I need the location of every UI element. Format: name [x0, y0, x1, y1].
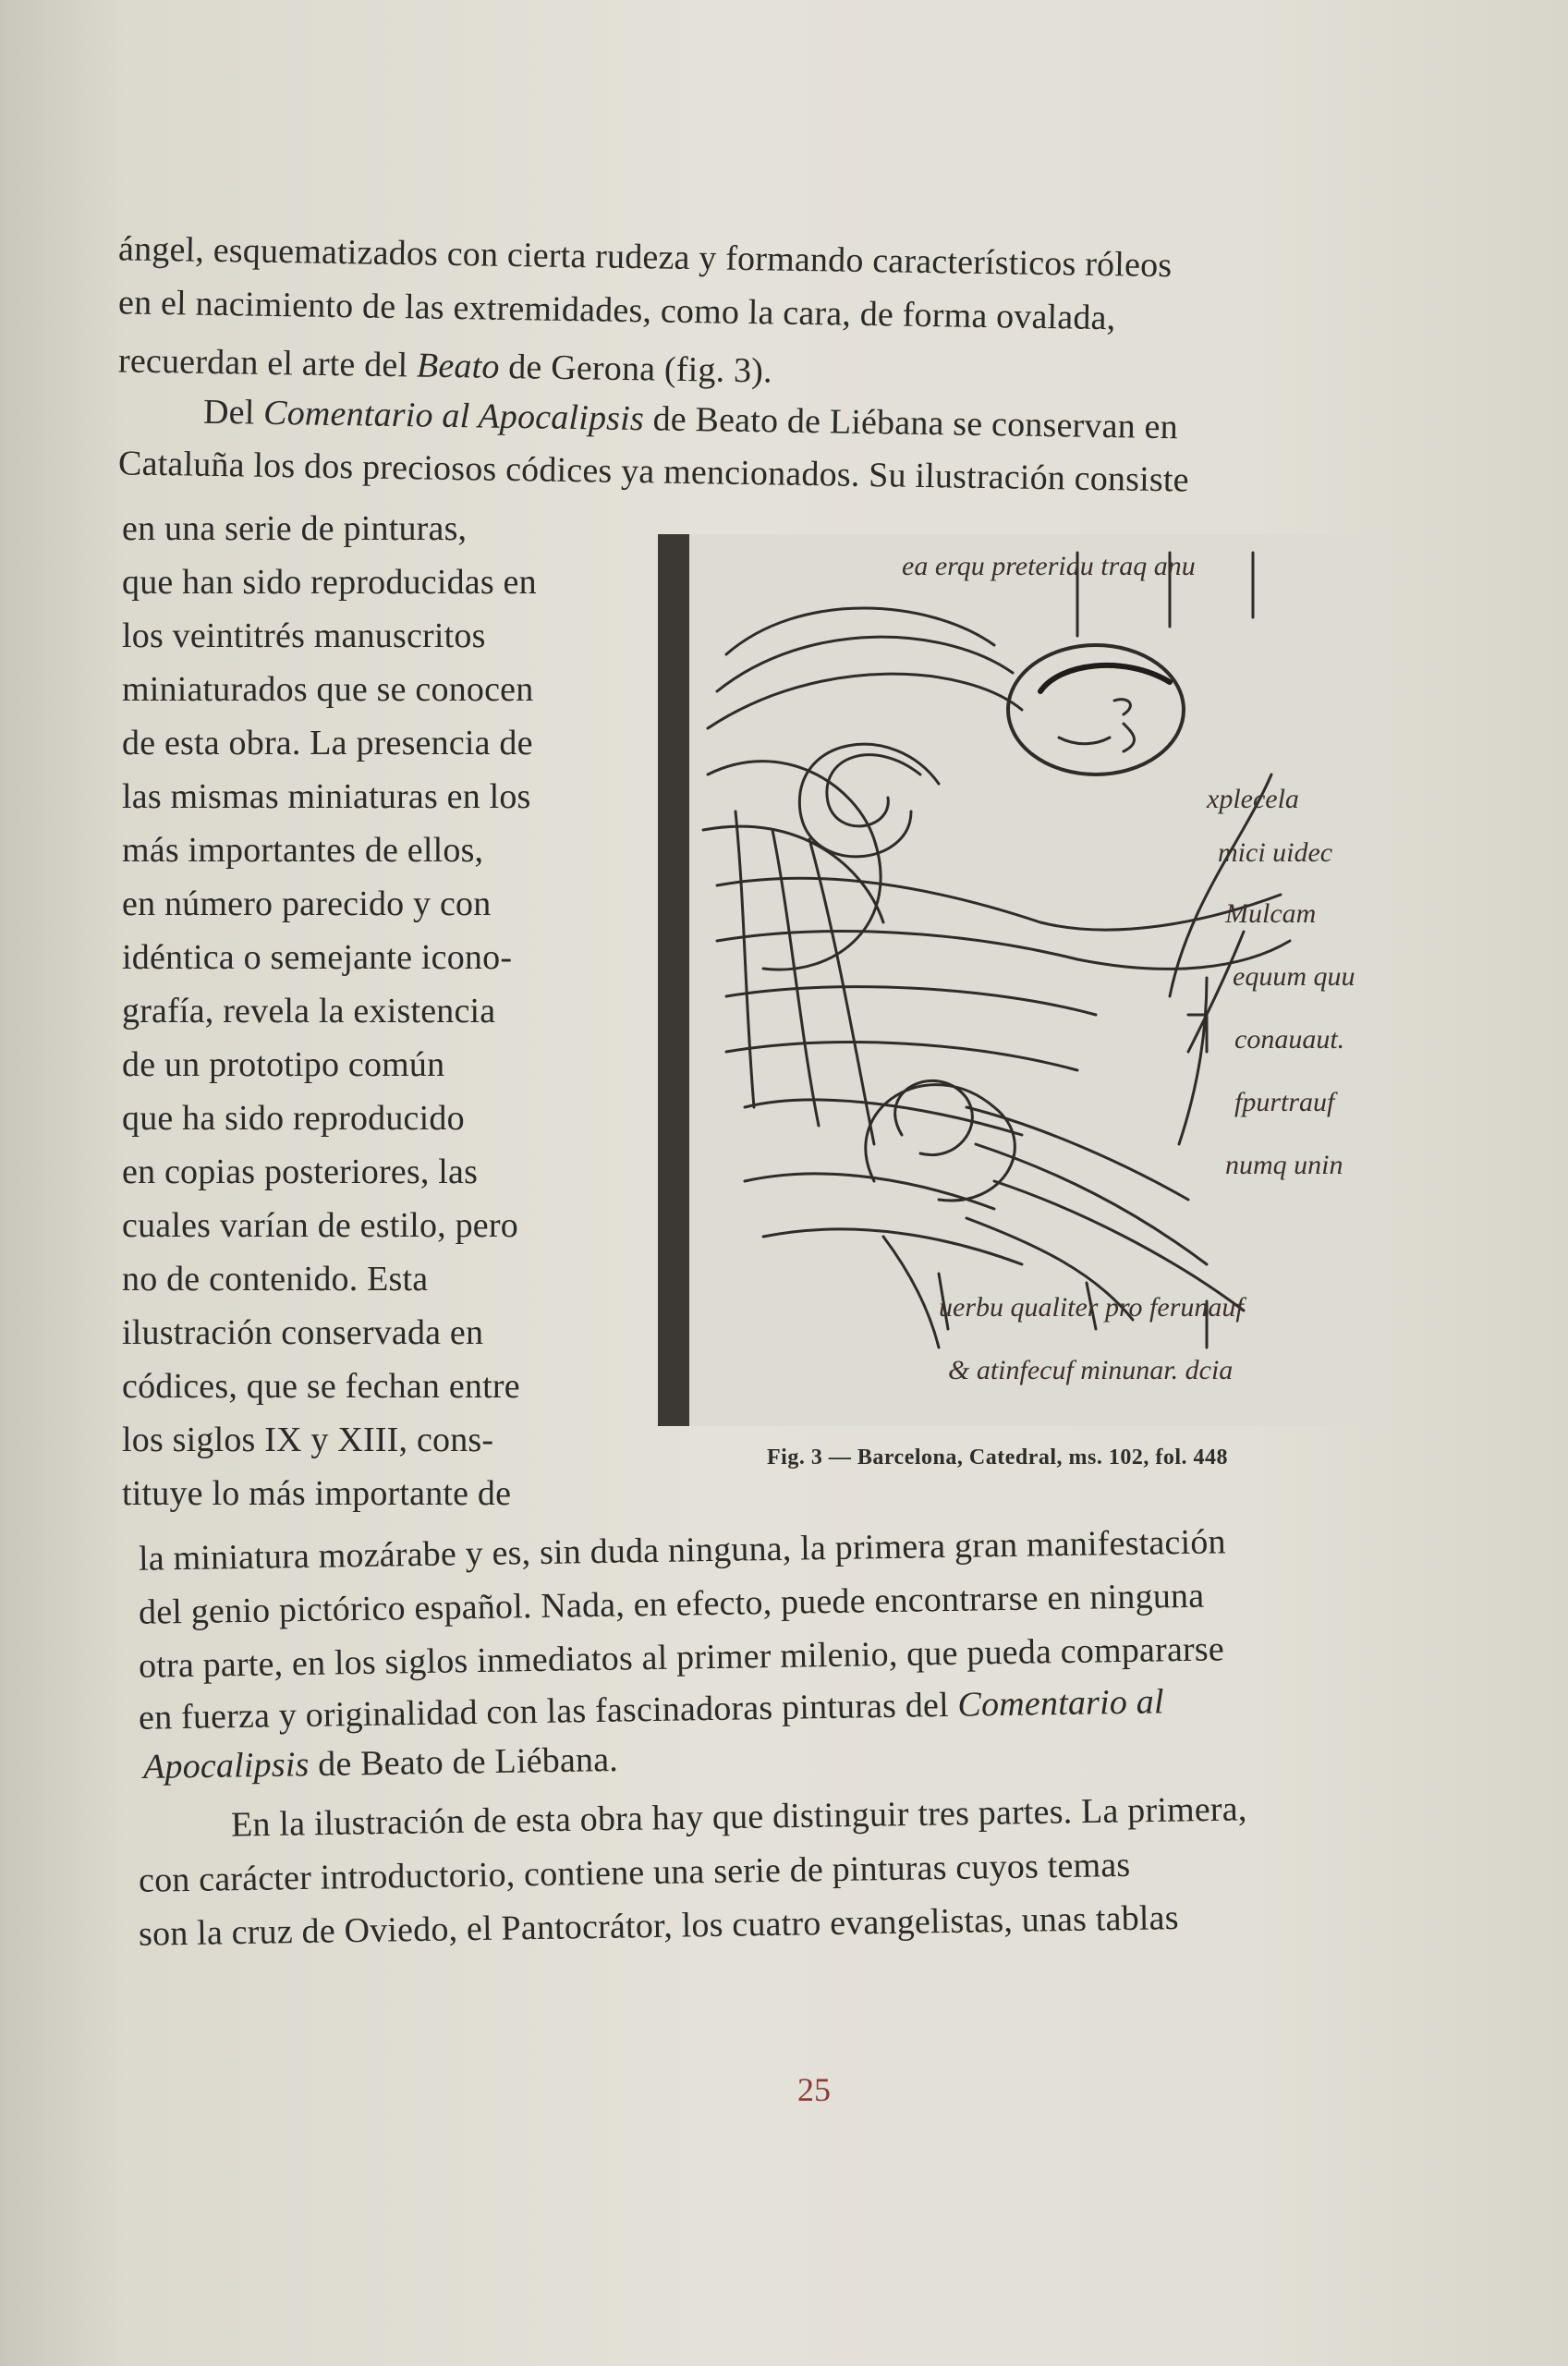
text-run: de Beato de Liébana se conservan en	[643, 399, 1179, 447]
text-line: la miniatura mozárabe y es, sin duda ninguna, la primera gran manifestación	[138, 1522, 1227, 1579]
text-line	[139, 1681, 1164, 1738]
manuscript-text: equum quu	[1233, 961, 1355, 992]
text-line: más importantes de ellos,	[122, 831, 484, 870]
text-line: grafía, revela la existencia	[122, 992, 496, 1031]
text-line: con carácter introductorio, contiene una serie de pinturas cuyos temas	[138, 1845, 1131, 1900]
text-line: de un prototipo común	[122, 1045, 445, 1084]
manuscript-illustration	[658, 534, 1393, 1426]
text-run: de Gerona (fig. 3).	[499, 347, 773, 391]
text-run: de Beato de Liébana.	[309, 1739, 619, 1785]
manuscript-text: conauaut.	[1234, 1024, 1345, 1055]
text-line	[118, 340, 772, 391]
text-line: otra parte, en los siglos inmediatos al primer milenio, que pueda compararse	[138, 1629, 1225, 1686]
manuscript-text: xplecela	[1207, 784, 1299, 814]
italic-run: Comentario al	[957, 1682, 1165, 1725]
text-run: en fuerza y originalidad con las fascinadoras pinturas del	[138, 1685, 958, 1738]
text-line: en copias posteriores, las	[122, 1153, 479, 1191]
text-line	[203, 392, 1178, 448]
text-line: en una serie de pinturas,	[122, 509, 468, 548]
text-line: los siglos IX y XIII, cons-	[122, 1421, 494, 1459]
manuscript-text: & atinfecuf minunar. dcia	[948, 1355, 1234, 1385]
text-line: cuales varían de estilo, pero	[122, 1206, 518, 1245]
italic-run: Comentario al Apocalipsis	[262, 393, 645, 439]
text-line: códices, que se fechan entre	[122, 1367, 520, 1406]
manuscript-text: uerbu qualiter pro ferunauf	[939, 1292, 1244, 1323]
page-number: 25	[797, 2071, 831, 2108]
text-line: en el nacimiento de las extremidades, como la cara, de forma ovalada,	[117, 283, 1116, 338]
manuscript-text: ea erqu preteriau traq anu	[902, 551, 1196, 581]
italic-run: Beato	[416, 346, 500, 386]
text-line: En la ilustración de esta obra hay que distinguir tres partes. La primera,	[230, 1789, 1247, 1845]
text-line: los veintitrés manuscritos	[122, 616, 486, 655]
figure-caption: Fig. 3 — Barcelona, Catedral, ms. 102, fol. 448	[767, 1445, 1229, 1470]
text-line: Cataluña los dos preciosos códices ya mencionados. Su ilustración consiste	[117, 444, 1190, 500]
text-line: del genio pictórico español. Nada, en efecto, puede encontrarse en ninguna	[138, 1576, 1205, 1632]
text-line: tituye lo más importante de	[122, 1474, 512, 1513]
manuscript-text: fpurtrauf	[1234, 1087, 1335, 1117]
manuscript-text: Mulcam	[1225, 898, 1317, 929]
text-line: ángel, esquematizados con cierta rudeza y formando característicos róleos	[117, 229, 1173, 286]
text-line: no de contenido. Esta	[122, 1260, 429, 1299]
text-line: que han sido reproducidas en	[122, 563, 537, 602]
italic-run: Apocalipsis	[142, 1745, 310, 1787]
text-line: en número parecido y con	[122, 884, 492, 923]
text-line: idéntica o semejante icono-	[122, 938, 513, 977]
text-line: que ha sido reproducido	[122, 1099, 465, 1138]
text-run: recuerdan el arte del	[117, 341, 418, 385]
text-line: las mismas miniaturas en los	[122, 777, 531, 816]
text-line	[143, 1739, 619, 1787]
manuscript-text: numq unin	[1225, 1150, 1343, 1180]
text-line: miniaturados que se conocen	[122, 670, 534, 709]
text-line: son la cruz de Oviedo, el Pantocrátor, los cuatro evangelistas, unas tablas	[138, 1898, 1179, 1954]
text-line: ilustración conservada en	[122, 1313, 484, 1352]
text-line: de esta obra. La presencia de	[122, 724, 533, 762]
text-run: Del	[202, 392, 264, 433]
manuscript-text: mici uidec	[1218, 837, 1333, 868]
